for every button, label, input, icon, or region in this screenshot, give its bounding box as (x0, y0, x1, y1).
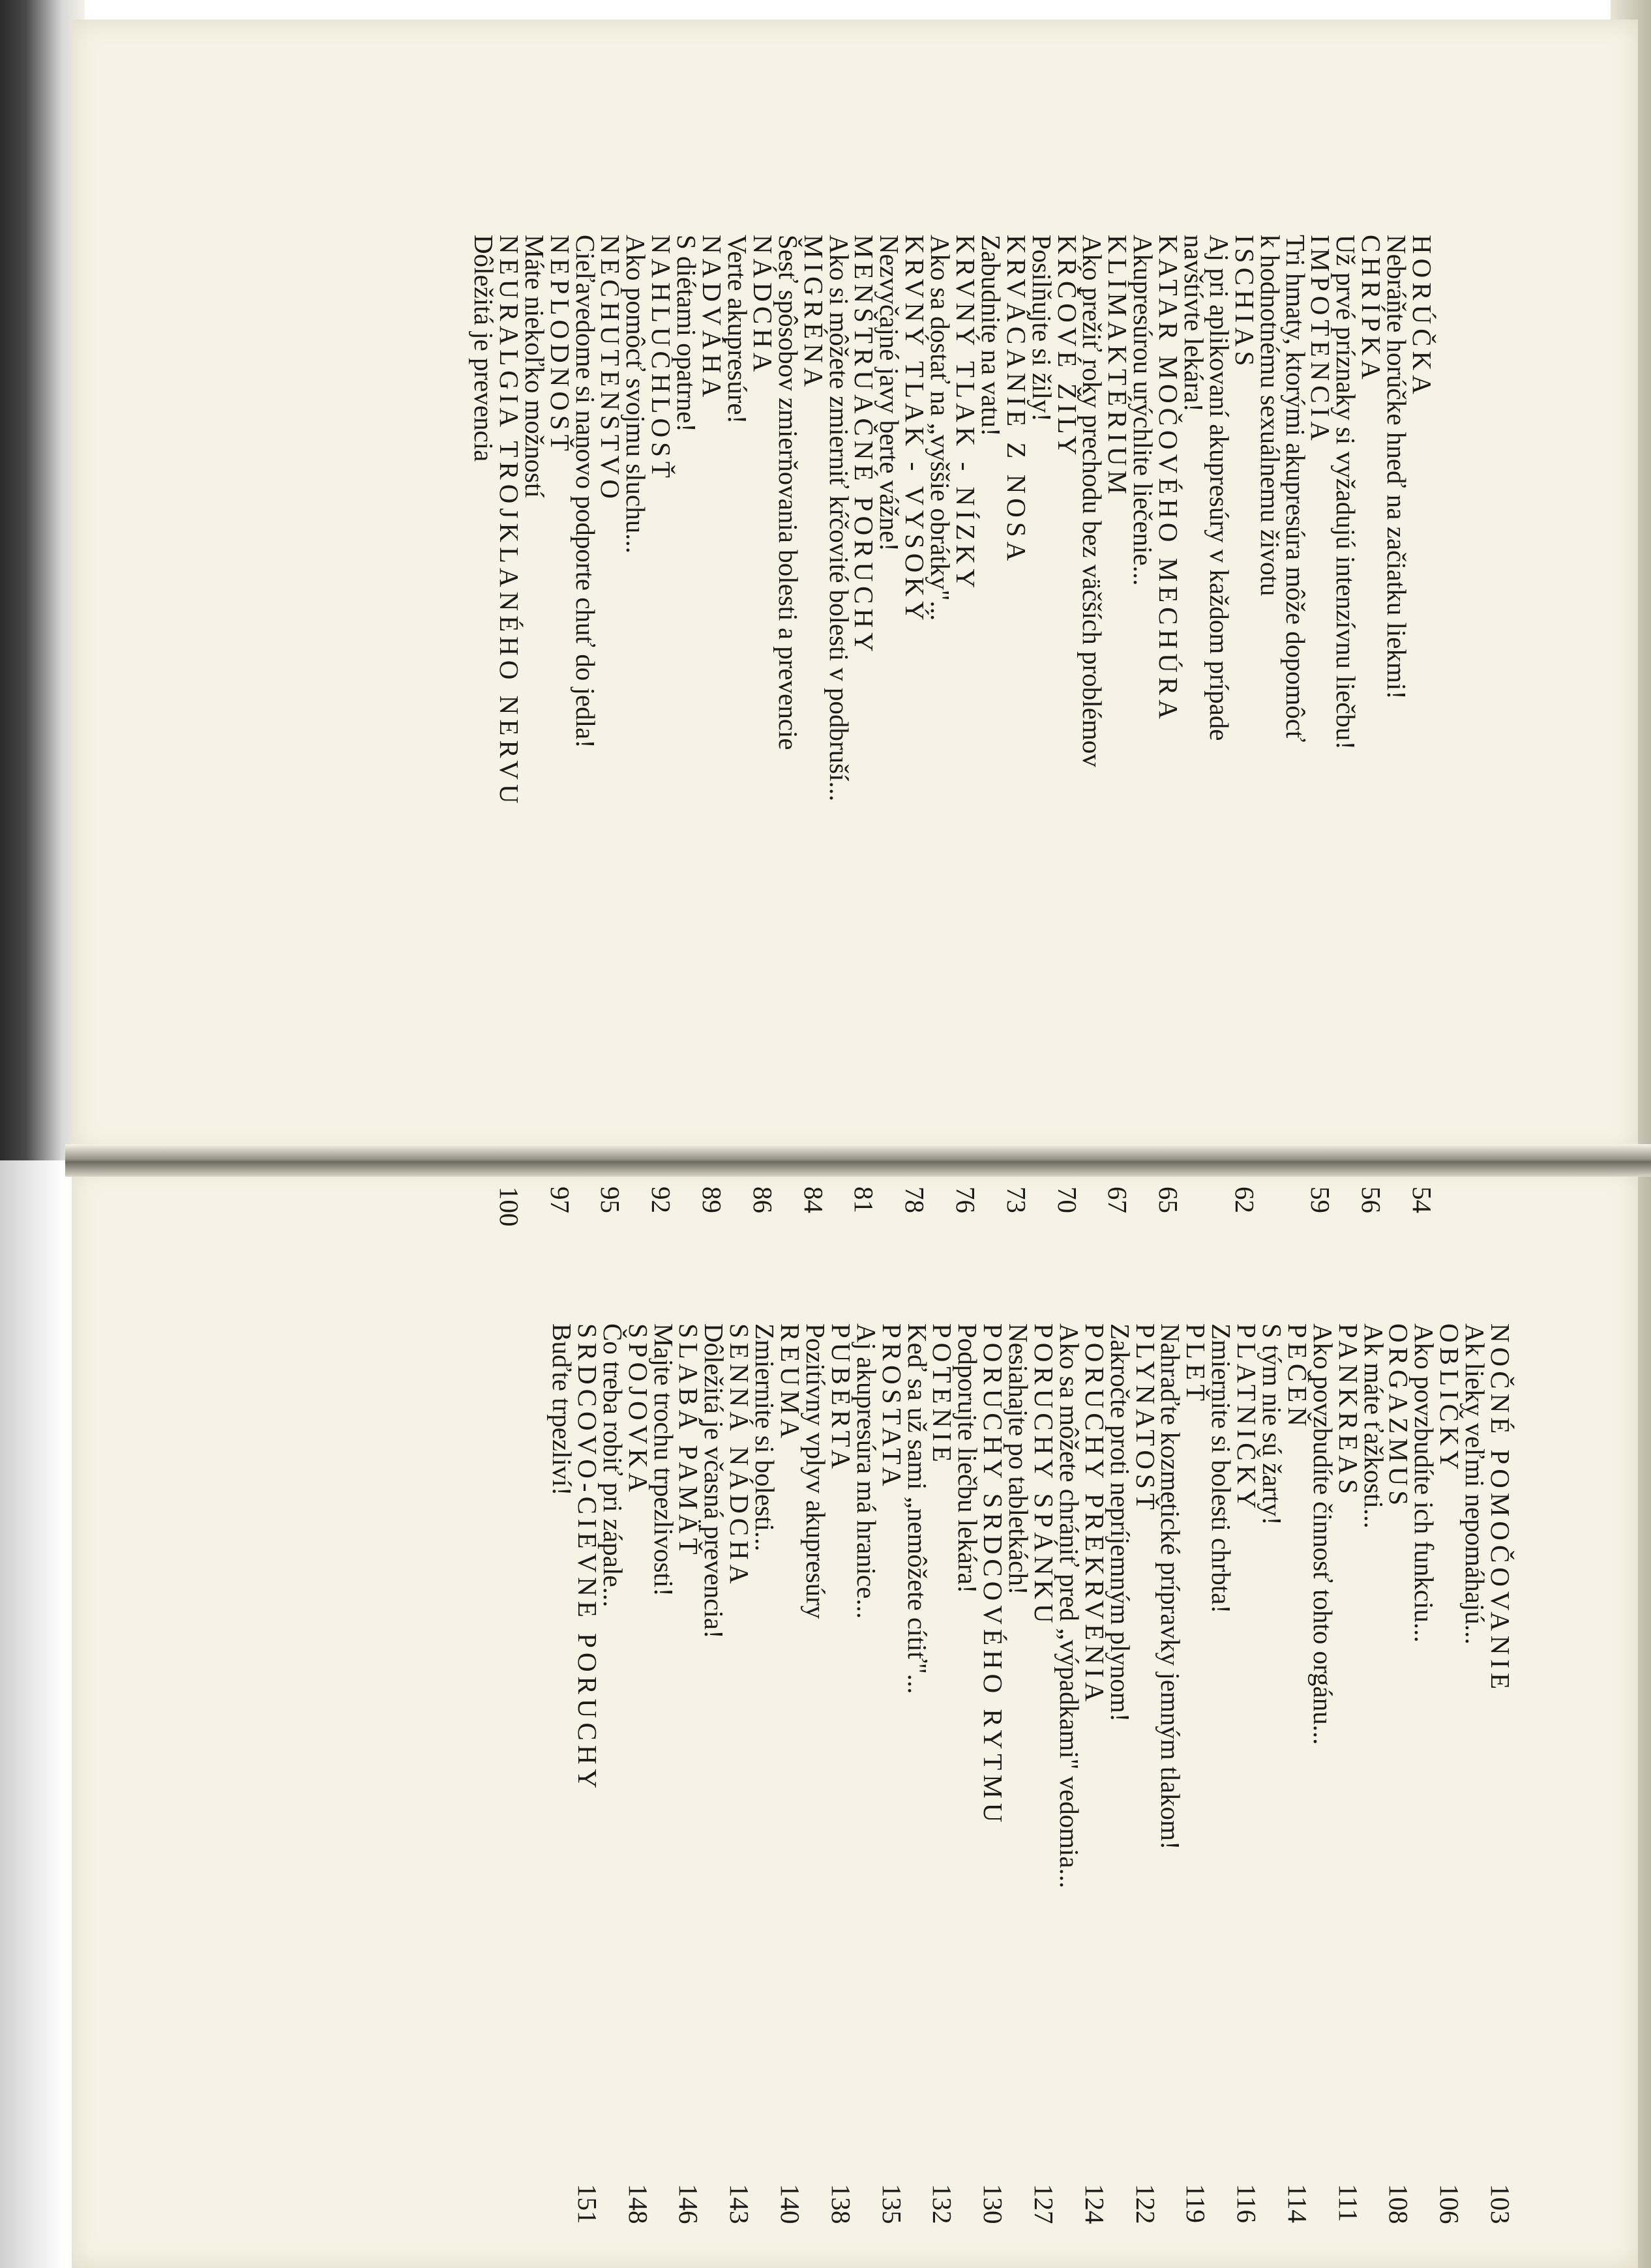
toc-entry-page-number: 148 (623, 2184, 653, 2224)
toc-subtitle-line: Nesiahajte po tabletkách! (1004, 1323, 1034, 1595)
toc-heading-entry (775, 1323, 806, 2224)
toc-entry-title: PANKREAS (1333, 1323, 1363, 1499)
toc-entry-page-number: 86 (747, 1186, 778, 1213)
toc-entry-page-number: 151 (572, 2184, 602, 2224)
toc-entry-page-number: 100 (494, 1186, 524, 1227)
toc-subtitle-line: Akupresúrou urýchlite liečenie... (1128, 235, 1159, 586)
toc-subtitle-line: Čo treba robiť pri zápale... (597, 1323, 628, 1608)
toc-entry-page-number: 146 (674, 2184, 704, 2224)
toc-entry-title: NAHLUCHLOSŤ (646, 235, 677, 482)
toc-entry-page-number: 89 (697, 1186, 728, 1213)
toc-subtitle-line: S diétami opatrne! (672, 235, 702, 432)
toc-heading-entry (1028, 1323, 1059, 2224)
toc-entry-page-number: 130 (978, 2184, 1009, 2224)
toc-entry-page-number: 84 (798, 1186, 829, 1213)
toc-heading-entry (876, 1323, 907, 2224)
toc-entry-page-number: 135 (876, 2184, 907, 2224)
toc-entry-page-number: 106 (1435, 2184, 1465, 2224)
toc-heading-entry (676, 1323, 702, 2223)
toc-entry-title: PUBERTA (826, 1323, 856, 1474)
toc-entry-page-number: 56 (1356, 1186, 1387, 1213)
toc-entry-page-number: 140 (775, 2184, 806, 2224)
toc-entry-page-number: 54 (1407, 1186, 1437, 1213)
toc-heading-entry (828, 1323, 854, 2223)
toc-subtitle-line: Máte niekoľko možností (519, 235, 550, 498)
toc-heading-entry (646, 235, 677, 1278)
toc-entry-page-number: 124 (1079, 2184, 1110, 2224)
toc-entry-page-number: 127 (1028, 2184, 1059, 2224)
toc-entry-page-number: 143 (724, 2184, 755, 2224)
toc-entry-title: PROSTATA (876, 1323, 907, 1491)
table-of-contents-left (471, 235, 1435, 1278)
toc-heading-entry (1386, 1323, 1412, 2223)
toc-heading-entry (900, 235, 930, 1278)
toc-subtitle-line: Dôležitá je včasná prevencia! (699, 1323, 730, 1639)
toc-subtitle-line: Zmiernite si bolesti chrbta! (1206, 1323, 1237, 1614)
toc-entry-title: HORÚČKA (1407, 235, 1437, 399)
toc-entry-title: NEPLODNOSŤ (544, 235, 575, 456)
toc-subtitle-line: Cieľavedome si nanovo podporte chuť do jedla! (570, 235, 601, 748)
toc-entry-title: PEČEŇ (1282, 1323, 1313, 1431)
toc-entry-title: SLABÁ PAMÄŤ (674, 1323, 704, 1559)
toc-entry-page-number: 103 (1485, 2184, 1515, 2224)
toc-entry-page-number: 78 (900, 1186, 930, 1213)
toc-heading-entry (1335, 1323, 1361, 2223)
toc-heading-entry (544, 235, 575, 1278)
toc-entry-title: NEURALGIA TROJKLANÉHO NERVU (494, 235, 524, 808)
toc-entry-title: SPOJOVKA (623, 1323, 653, 1497)
toc-heading-entry (1232, 1323, 1262, 2223)
toc-heading-entry (1409, 235, 1435, 1278)
toc-entry-title: PLATNIČKY (1232, 1323, 1262, 1513)
toc-subtitle-line: Ako sa môžete chrániť pred „výpadkami" vedomia... (1054, 1323, 1084, 1889)
toc-subtitle-line: Zakročte proti nepríjemným plynom! (1105, 1323, 1135, 1722)
toc-heading-entry (1356, 235, 1387, 1278)
toc-entry-title: KRVNÝ TLAK - VYSOKÝ (900, 235, 930, 625)
toc-entry-page-number: 116 (1232, 2184, 1262, 2223)
toc-subtitle-line: Majte trochu trpezlivosti! (648, 1323, 679, 1597)
toc-entry-title: ORGAZMUS (1384, 1323, 1414, 1510)
toc-subtitle-line: Nebráňte horúčke hneď na začiatku liekmi! (1382, 235, 1412, 700)
toc-entry-page-number: 67 (1103, 1186, 1133, 1213)
table-of-contents-right (549, 1323, 1513, 2223)
toc-heading-entry (1487, 1323, 1513, 2223)
toc-entry-title: NADVÁHA (697, 235, 728, 402)
toc-entry-title: KATAR MOČOVÉHO MECHÚRA (1153, 235, 1184, 724)
toc-heading-entry (1229, 235, 1260, 1278)
toc-entry-title: NECHUTENSTVO (595, 235, 626, 503)
toc-entry-title: POTENIE (927, 1323, 958, 1467)
toc-entry-page-number: 70 (1052, 1186, 1082, 1213)
toc-entry-title: ISCHIAS (1229, 235, 1260, 371)
toc-subtitle-line: Podporujte liečbu lekára! (953, 1323, 983, 1594)
toc-heading-entry (1103, 235, 1133, 1278)
toc-subtitle-line: Už prvé príznaky si vyžadujú intenzívnu liečbu! (1331, 235, 1361, 750)
toc-heading-entry (1282, 1323, 1313, 2223)
toc-entry-page-number: 111 (1333, 2184, 1363, 2222)
toc-subtitle-line: Šesť spôsobov zmierňovania bolesti a prevencie (773, 235, 803, 750)
toc-entry-page-number: 122 (1130, 2184, 1161, 2224)
toc-entry-page-number: 59 (1305, 1186, 1336, 1213)
toc-subtitle-line: Buďte trpezliví! (547, 1323, 578, 1496)
toc-entry-page-number: 132 (927, 2184, 958, 2224)
toc-heading-entry (849, 235, 880, 1278)
toc-heading-entry (724, 1323, 755, 2224)
toc-entry-title: KRVNÝ TLAK - NÍZKY (950, 235, 981, 593)
toc-subtitle-line: Verte akupresúre! (722, 235, 752, 424)
toc-subtitle-line: Zabudnite na vatu! (975, 235, 1006, 437)
toc-subtitle-line: Zmiernite si bolesti... (750, 1323, 781, 1552)
toc-entry-title: PLYNATOSŤ (1130, 1323, 1161, 1514)
toc-entry-page-number: 95 (595, 1186, 626, 1213)
toc-entry-title: PORUCHY PREKRVENIA (1079, 1323, 1110, 1707)
toc-heading-entry (574, 1323, 600, 2223)
toc-entry-title: PLEŤ (1181, 1323, 1212, 1406)
toc-entry-title: MENŠTRUAČNÉ PORUCHY (849, 235, 880, 656)
toc-heading-entry (1435, 1323, 1465, 2224)
toc-entry-page-number: 114 (1282, 2184, 1313, 2223)
toc-subtitle-line: k hodnotnému sexuálnemu životu (1255, 235, 1285, 596)
toc-subtitle-line: S tým nie sú žarty! (1257, 1323, 1287, 1525)
toc-entry-page-number: 62 (1229, 1186, 1260, 1213)
toc-subtitle-line: Keď sa už sami „nemôžete cítiť"... (902, 1323, 932, 1694)
toc-subtitle-line: Pozitívny vplyv akupresúry (800, 1323, 831, 1619)
toc-entry-page-number: 81 (849, 1186, 880, 1213)
toc-heading-entry (496, 235, 522, 1278)
toc-heading-entry (625, 1323, 651, 2223)
toc-heading-entry (1130, 1323, 1161, 2224)
toc-heading-entry (1001, 235, 1032, 1278)
toc-subtitle-line: Tri hmaty, ktorými akupresúra môže dopomôcť (1280, 235, 1311, 743)
toc-entry-title: OBLIČKY (1435, 1323, 1465, 1475)
toc-entry-title: NOČNÉ POMOČOVANIE (1485, 1323, 1515, 1694)
toc-heading-entry (798, 235, 829, 1278)
scan-shadow-left-lower (0, 1160, 65, 2268)
toc-subtitle-line: navštívte lekára! (1178, 235, 1209, 413)
toc-heading-entry (950, 235, 981, 1278)
toc-heading-entry (697, 235, 728, 1278)
toc-heading-entry (1153, 235, 1184, 1278)
toc-subtitle-line: Aj akupresúra má hranice... (851, 1323, 882, 1619)
toc-subtitle-line: Aj pri aplikovaní akupresúry v každom prípade (1204, 235, 1234, 741)
toc-entry-title: CHRÍPKA (1356, 235, 1387, 384)
toc-subtitle-line: Nezvyčajné javy berte vážne! (874, 235, 905, 552)
toc-entry-page-number: 73 (1001, 1186, 1032, 1213)
toc-subtitle-line: Ak máte ťažkosti... (1358, 1323, 1389, 1529)
toc-heading-entry (1054, 235, 1080, 1278)
toc-subtitle-line: Ako sa dostať na „vyššie obrátky"... (925, 235, 956, 621)
toc-heading-entry (747, 235, 778, 1278)
toc-heading-entry (595, 235, 626, 1278)
toc-subtitle-line: Dôležitá je prevencia (469, 235, 499, 462)
toc-heading-entry (1079, 1323, 1110, 2224)
toc-subtitle-line: Ak lieky veľmi nepomáhajú... (1460, 1323, 1491, 1645)
toc-entry-title: NÁDCHA (747, 235, 778, 377)
toc-entry-page-number: 119 (1181, 2184, 1212, 2223)
toc-entry-title: KRVÁCANIE Z NOSA (1001, 235, 1032, 566)
toc-entry-title: PORUCHY SPÁNKU (1028, 1323, 1059, 1628)
toc-subtitle-line: Ako prežiť roky prechodu bez väčších problémov (1077, 235, 1108, 767)
toc-entry-title: SRDCOVO-CIEVNE PORUCHY (572, 1323, 602, 1793)
toc-entry-page-number: 97 (544, 1186, 575, 1213)
toc-entry-title: PORUCHY SRDCOVÉHO RYTMU (978, 1323, 1009, 1827)
toc-heading-entry (978, 1323, 1009, 2224)
toc-subtitle-line: Ako si môžete zmierniť kŕčovité bolesti v podbruší... (824, 235, 854, 802)
toc-subtitle-line: Ako povzbudíte ich funkciu... (1409, 1323, 1440, 1643)
toc-entry-title: SENNÁ NÁDCHA (724, 1323, 755, 1589)
toc-entry-title: KLIMAKTÉRIUM (1103, 235, 1133, 499)
toc-subtitle-line: Nahraďte kozmetické prípravky jemným tlakom! (1155, 1323, 1186, 1850)
toc-entry-title: MIGRÉNA (798, 235, 829, 392)
toc-entry-page-number: 138 (826, 2184, 856, 2224)
toc-subtitle-line: Ako povzbudíte činnosť tohto orgánu... (1307, 1323, 1338, 1745)
toc-entry-title: KŔČOVÉ ŽILY (1052, 235, 1082, 460)
toc-entry-page-number: 108 (1384, 2184, 1414, 2224)
toc-entry-page-number: 76 (950, 1186, 981, 1213)
toc-subtitle-line: Posilňujte si žily! (1026, 235, 1057, 422)
toc-entry-page-number: 92 (646, 1186, 677, 1213)
toc-entry-title: IMPOTENCIA (1305, 235, 1336, 445)
toc-heading-entry (1181, 1323, 1212, 2223)
toc-entry-title: REUMA (775, 1323, 806, 1443)
toc-heading-entry (927, 1323, 958, 2224)
toc-heading-entry (1305, 235, 1336, 1278)
toc-entry-page-number: 65 (1153, 1186, 1184, 1213)
toc-subtitle-line: Ako pomôcť svojmu sluchu... (621, 235, 651, 553)
